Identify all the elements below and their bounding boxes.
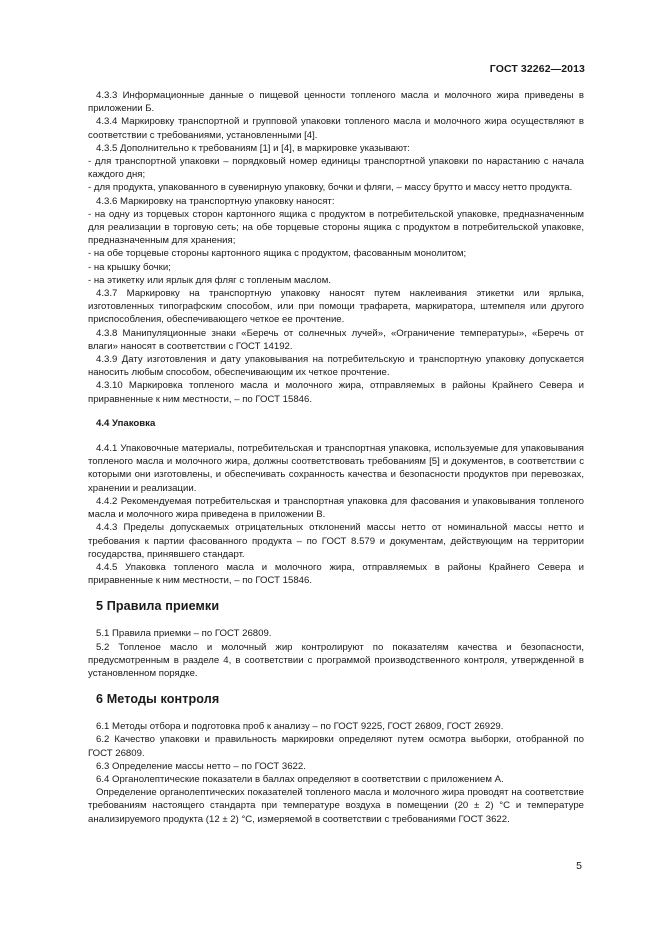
paragraph-4-3-3: 4.3.3 Информационные данные о пищевой ценности топленого масла и молочного жира приведены в приложении Б. <box>88 90 584 115</box>
list-item: - на обе торцевые стороны картонного ящика с продуктом, фасованным монолитом; <box>88 248 467 260</box>
paragraph-4-3-6: 4.3.6 Маркировку на транспортную упаковку наносят: <box>96 195 335 207</box>
page-number: 5 <box>576 860 582 872</box>
paragraph-6-2: 6.2 Качество упаковки и правильность маркировки определяют путем осмотра выборки, отобранной по ГОСТ 26809. <box>88 734 584 759</box>
paragraph-4-4-5: 4.4.5 Упаковка топленого масла и молочного жира, отправляемых в районы Крайнего Севера и приравненные к ним местности, – по ГОСТ 15846. <box>88 561 584 587</box>
document-code-header: ГОСТ 32262—2013 <box>489 63 585 75</box>
paragraph-4-4-3: 4.4.3 Пределы допускаемых отрицательных отклонений массы нетто от номинальной массы нетто и требования к партии фасованного продукта – по ГОСТ 8.579 и документам, действующим на территории государства, принявшего стандарт. <box>88 522 584 560</box>
list-item: - для транспортной упаковки – порядковый номер единицы транспортной упаковки по нарастанию с начала каждого дня; <box>88 156 584 181</box>
paragraph-4-3-10: 4.3.10 Маркировка топленого масла и молочного жира, отправляемых в районы Крайнего Севера и приравненные к ним местности, – по ГОСТ 15846. <box>88 380 584 405</box>
paragraph-5-2: 5.2 Топленое масло и молочный жир контролируют по показателям качества и безопасности, предусмотренным в разделе 4, в соответствии с программой производственного контроля, утвержденной в установленном порядке. <box>88 641 584 679</box>
paragraph-6-3: 6.3 Определение массы нетто – по ГОСТ 3622. <box>96 760 306 772</box>
paragraph-4-3-4: 4.3.4 Маркировку транспортной и групповой упаковки топленого масла и молочного жира осуществляют в соответствии с требованиями, установленными [4]. <box>88 116 584 141</box>
list-item: - для продукта, упакованного в сувенирную упаковку, бочки и фляги, – массу брутто и массу нетто продукта. <box>88 182 573 194</box>
paragraph-4-3-9: 4.3.9 Дату изготовления и дату упаковывания на потребительскую и транспортную упаковку допускается наносить любым способом, обеспечивающим их четкое прочтение. <box>88 354 584 379</box>
list-item: - на этикетку или ярлык для фляг с топленым маслом. <box>88 274 332 286</box>
section-heading-6: 6 Методы контроля <box>96 692 220 707</box>
paragraph-4-4-2: 4.4.2 Рекомендуемая потребительская и транспортная упаковка для фасования и упаковывания топленого масла и молочного жира приведена в приложении В. <box>88 495 584 521</box>
paragraph-4-3-8: 4.3.8 Манипуляционные знаки «Беречь от солнечных лучей», «Ограничение температуры», «Беречь от влаги» наносят в соответствии с ГОСТ 14192. <box>88 327 584 352</box>
paragraph-4-3-5: 4.3.5 Дополнительно к требованиям [1] и [4], в маркировке указывают: <box>96 142 410 154</box>
paragraph-6-4-details: Определение органолептических показателей топленого масла и молочного жира проводят на соответствие требованиям настоящего стандарта при температуре воздуха в помещении (20 ± 2) °С и температуре анализируемого продукта (12 ± 2) °С, измеряемой в соответствии с требованиями ГОСТ 3622. <box>88 787 584 825</box>
paragraph-4-3-7: 4.3.7 Маркировку на транспортную упаковку наносят путем наклеивания этикетки или ярлыка, изготовленных типографским способом, или при помощи трафарета, маркиратора, штемпеля или другого приспособления, обеспечивающего четкое ее прочтение. <box>88 288 584 326</box>
section-heading-5: 5 Правила приемки <box>96 599 220 614</box>
list-item: - на одну из торцевых сторон картонного ящика с продуктом в потребительской упаковке, предназначенным для реализации в торговую сеть; на обе торцевые стороны ящика с продуктом в потребительской упаковке, предназначенным для хранения; <box>88 208 584 247</box>
document-body <box>88 89 584 826</box>
paragraph-6-4: 6.4 Органолептические показатели в баллах определяют в соответствии с приложением А. <box>96 773 504 785</box>
paragraph-4-4-1: 4.4.1 Упаковочные материалы, потребительская и транспортная упаковка, используемые для упаковывания топленого масла и молочного жира, должны соответствовать требованиям [5] и документов, в соответствии с которыми они изготовлены, и обеспечивать сохранность качества и безопасности продуктов при перевозках, хранении и реализации. <box>88 443 584 494</box>
list-item: - на крышку бочки; <box>88 261 171 273</box>
paragraph-5-1: 5.1 Правила приемки – по ГОСТ 26809. <box>96 628 272 640</box>
paragraph-6-1: 6.1 Методы отбора и подготовка проб к анализу – по ГОСТ 9225, ГОСТ 26809, ГОСТ 26929. <box>96 721 504 733</box>
section-heading-4-4: 4.4 Упаковка <box>96 417 156 429</box>
